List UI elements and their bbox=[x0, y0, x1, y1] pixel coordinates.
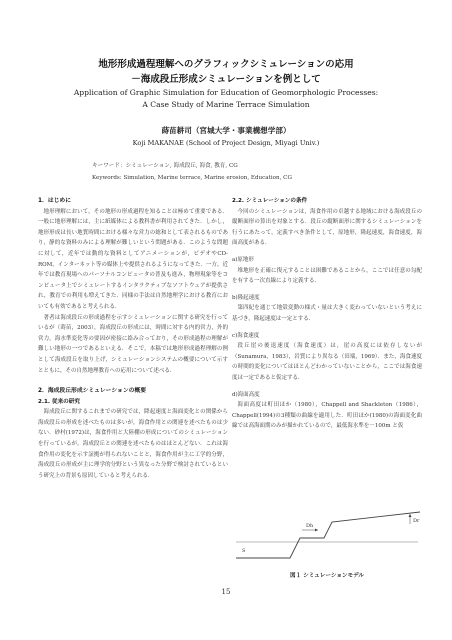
item-a-text: 堆地形を正確に復元することは困難であることから，ここでは任意の勾配を有する一次直線により定義する． bbox=[232, 267, 422, 285]
dr-arrow-head bbox=[409, 514, 412, 517]
section-2-heading: 2．海成段丘形成シミュレーションの概要 bbox=[38, 388, 147, 395]
terrace-profile-line bbox=[236, 512, 420, 558]
author-en: Koji MAKANAE (School of Project Design, Miyagi Univ.) bbox=[132, 139, 320, 147]
author-jp: 蒔苗耕司（宮城大学・事業構想学部） bbox=[161, 126, 291, 135]
dh-arrow-head bbox=[315, 529, 318, 532]
item-d-heading: d)海面高度 bbox=[232, 391, 260, 398]
keywords-jp: キーワード：シミュレーション, 海成段丘, 海食, 教育, CG bbox=[92, 163, 238, 169]
page-number: 15 bbox=[221, 588, 231, 596]
figure-1-caption: 図１ シミュレーションモデル bbox=[289, 573, 365, 579]
item-a-heading: a)原地形 bbox=[232, 256, 254, 263]
title-en-line2: A Case Study of Marine Terrace Simulation bbox=[142, 100, 310, 109]
section-2-1-paragraph: 海成段丘に関するこれまでの研究では，降起速度と海面変化との関係から海成段丘の形成を述べたものは多いが，海食作用との関連を述べたものは少ない．砂村(1972)は，海食作用と大陸棚の形成についてのシミュレーションを行っているが，海成段丘との関連を述べたものはほとんどない．これは海食作用の変化を示す証拠が得られないことと，海食作用が主に工学的分野，海成段丘の形成が主に理学的分野という異なった分野で検討されているという研究上の背景も原因していると考えられる． bbox=[38, 409, 228, 479]
item-c-text: 段丘崖の後退速度（海食速度）は，崖の高度には依存しないが（Sunamura，1983），岩質により異なる（田端，1969）．また，海食速度の時間的変化についてはほとんどわかっていないことから，ここでは海食速度は一定であると仮定する． bbox=[232, 343, 422, 381]
keywords-en: Keywords: Simulation, Marine terrace, Marine erosion, Education, CG bbox=[92, 175, 292, 181]
dr-label: Dr bbox=[413, 518, 420, 524]
item-b-heading: b)隆起速度 bbox=[232, 294, 260, 301]
section-2-2-heading: 2.2. シミュレーションの条件 bbox=[232, 198, 308, 204]
title-jp-line1: 地形形成過程理解へのグラフィックシミュレーションの応用 bbox=[98, 59, 354, 70]
section-2-1-heading: 2.1. 従来の研究 bbox=[38, 398, 80, 405]
item-d-text: 海面高度は町田ほか（1980），Chappell and Shackleton（1986），Chappell(1994)の3種類の曲線を適用した．町田ほか(1980)の海面変化曲線では高海面期のみが描かれているので，最低海水準を－100m と仮 bbox=[232, 402, 422, 430]
title-en-line1: Application of Graphic Simulation for Education of Geomorphologic Processes: bbox=[73, 88, 379, 97]
s-label: S bbox=[242, 548, 246, 554]
section-1-heading: 1．はじめに bbox=[38, 198, 72, 204]
section-1-paragraph-2: 著者は海成段丘の形成過程を示すシミュレーションに関する研究を行っているが（蒔苗，2003），海成段丘の形成には，時間に対する内的営力，外的営力，海水準変化等の要因が密接に絡み合っており，その形成過程の理解が難しい地形の一つであるといえる．そこで，本稿では地形形成過程理解の例として海成段丘を取り上げ，シミュレーションシステムの概要について示すとともに，その自然地理教育への応用について述べる． bbox=[38, 314, 228, 374]
simulation-model-diagram bbox=[232, 508, 424, 580]
dh-label: Dh bbox=[306, 523, 314, 529]
left-column bbox=[38, 196, 228, 481]
item-b-text: 第四紀を通じて地殻変動の様式・量は大きく変わっていないという考えに基づき，隆起速度は一定とする． bbox=[232, 305, 422, 322]
section-1-paragraph-1: 地形理解において，その地形の形成過程を知ることは極めて重要である．一般に地形理解には，主に紙媒体による教科書が利用されてきた．しかし，地形形成は長い地質時間における様々な営力の総和として表されるものであり，静的な資料のみによる理解が難しいという問題がある．このような問題に対して，近年では動的な資料としてアニメーションが，ビデオやCD-ROM，インターネット等の媒体上や提供されるようになってきた．一方，近年では教育現場へのパーソナルコンピュータの普及も進み，物理現象等をコンピュータ上でシミュレートするインタラクティブなソフトウェアが提供され，教育での利用も増えてきた．同様の手法は自然地理学における教育においても有効であると考えられる． bbox=[38, 208, 228, 310]
item-c-heading: c)海食速度 bbox=[232, 332, 260, 339]
section-2-2-paragraph: 今回のシミュレーションは，海食作用の卓越する地域における海成段丘の縦断面形の算出を対象とする．段丘の縦断面形に関するシミュレーションを行うにあたって，定義すべき条件として，原地形，隆起速度，海食速度，海面高度がある． bbox=[232, 208, 422, 247]
title-jp-line2: －海成段丘形成シミュレーションを例として bbox=[131, 74, 321, 85]
right-column bbox=[232, 196, 422, 432]
